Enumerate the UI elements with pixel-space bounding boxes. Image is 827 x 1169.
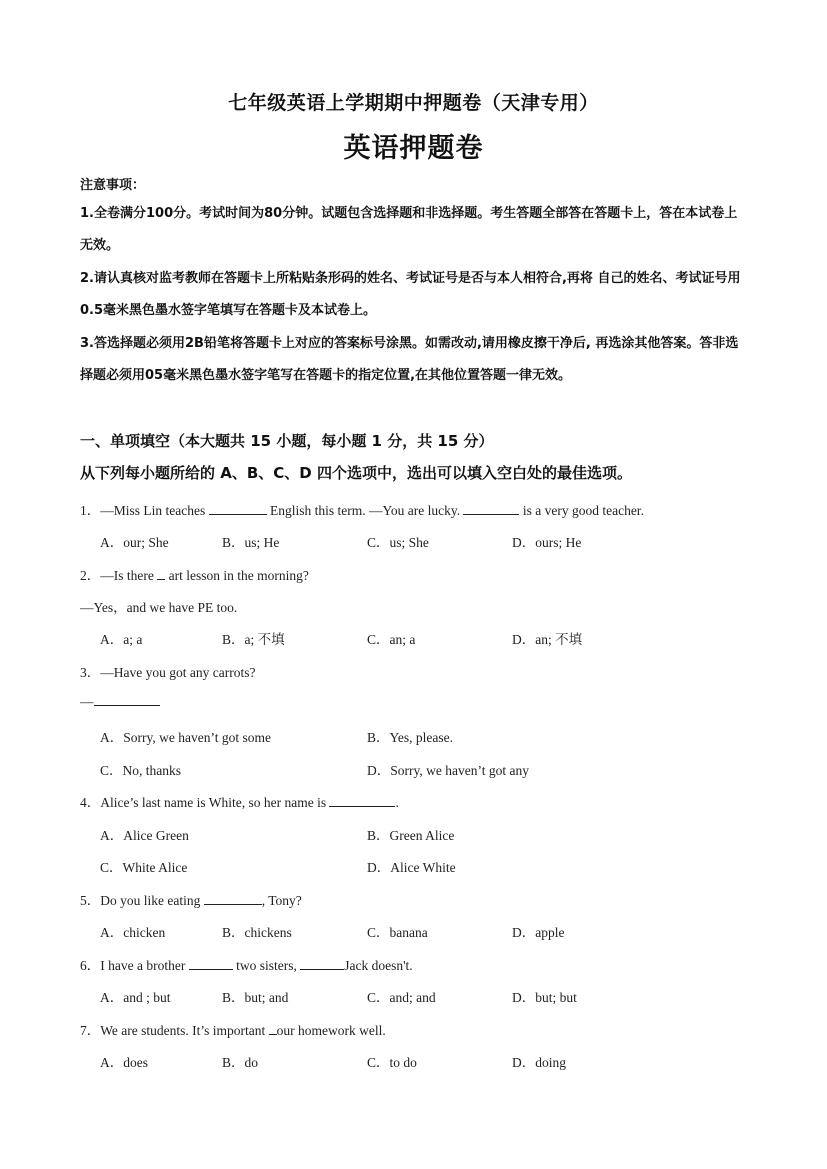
option-d: D．Sorry, we haven’t got any: [367, 763, 529, 778]
question-text: our homework well.: [276, 1023, 386, 1038]
question-text: English this term. —You are lucky.: [266, 503, 464, 518]
question-4: [80, 791, 399, 811]
notice-item-2: 2.请认真核对监考教师在答题卡上所粘贴条形码的姓名、考试证号是否与本人相符合,再将 自己的姓名、考试证号用0.5毫米黑色墨水签字笔填写在答题卡及本试卷上。: [80, 271, 741, 318]
option-b: B．Yes, please.: [367, 730, 454, 745]
question-text: —Yes，and we have: [80, 600, 198, 615]
option-c: C．and; and: [367, 990, 436, 1005]
question-text: 6．I have a brother: [80, 958, 189, 973]
option-a: A．Sorry, we haven’t got some: [100, 730, 271, 745]
notice-item-3: 3.答选择题必须用2B铅笔将答题卡上对应的答案标号涂黑。如需改动,请用橡皮擦干净后, 再选涂其他答案。答非选择题必须用05毫米黑色墨水签字笔写在答题卡的指定位置,在其他位置答题一律无效。: [80, 336, 739, 383]
option-a: A．chicken: [100, 925, 166, 940]
question-text: is a very good teacher.: [519, 503, 644, 518]
question-2-reply: [80, 596, 237, 616]
option-d: D．Alice White: [367, 860, 456, 875]
question-text: art lesson in the morning?: [165, 568, 309, 583]
option-a: A．does: [100, 1055, 148, 1070]
option-a: A．a; a: [100, 632, 143, 647]
option-b: B．chickens: [222, 925, 292, 940]
section-title: 一、单项填空（本大题共 15 小题，每小题 1 分，共 15 分）: [80, 432, 494, 450]
option-c: C．us; She: [367, 535, 429, 550]
option-c: C．an; a: [367, 632, 416, 647]
question-5: [80, 889, 302, 909]
option-d: D．an; 不填: [512, 632, 583, 647]
option-b: B．a; 不填: [222, 632, 285, 647]
question-7: [80, 1019, 386, 1039]
option-c: C．No, thanks: [100, 763, 181, 778]
exam-title: 七年级英语上学期期中押题卷（天津专用）: [228, 92, 599, 114]
option-b: B．Green Alice: [367, 828, 455, 843]
answer-blank: [269, 1022, 277, 1035]
option-a: A．and ; but: [100, 990, 171, 1005]
option-b: B．but; and: [222, 990, 289, 1005]
answer-blank: [300, 957, 344, 970]
answer-blank: [94, 693, 160, 706]
question-text: 7．We are students. It’s important: [80, 1023, 269, 1038]
notice-item-1: 1.全卷满分100分。考试时间为80分钟。试题包含选择题和非选择题。考生答题全部答在答题卡上，答在本试卷上无效。: [80, 206, 738, 253]
answer-blank: [329, 794, 395, 807]
option-d: D．ours; He: [512, 535, 582, 550]
question-text: 5．Do you like eating: [80, 893, 204, 908]
question-text: 1．—Miss Lin teaches: [80, 503, 209, 518]
option-a: A．Alice Green: [100, 828, 189, 843]
exam-subtitle: 英语押题卷: [343, 133, 484, 164]
question-3-reply: [80, 693, 160, 710]
option-b: B．us; He: [222, 535, 280, 550]
question-1: [80, 499, 644, 519]
question-text: —: [80, 694, 94, 709]
answer-blank: [463, 502, 519, 515]
option-c: C．banana: [367, 925, 428, 940]
notice-heading: 注意事项：: [80, 178, 146, 193]
question-text: PE too.: [197, 600, 238, 615]
option-b: B．do: [222, 1055, 259, 1070]
section-instruction: 从下列每小题所给的 A、B、C、D 四个选项中，选出可以填入空白处的最佳选项。: [80, 464, 632, 482]
question-6: [80, 954, 413, 974]
option-d: D．doing: [512, 1055, 566, 1070]
question-text: two sisters,: [232, 958, 301, 973]
question-3: 3．—Have you got any carrots?: [80, 665, 256, 680]
option-c: C．to do: [367, 1055, 417, 1070]
option-a: A．our; She: [100, 535, 169, 550]
question-text: .: [395, 795, 399, 810]
option-c: C．White Alice: [100, 860, 188, 875]
answer-blank: [189, 957, 233, 970]
question-text: 4．Alice’s last name is White, so her name is: [80, 795, 330, 810]
question-text: 2．—Is there: [80, 568, 158, 583]
answer-blank: [209, 502, 267, 515]
question-text: , Tony?: [261, 893, 302, 908]
question-2: [80, 564, 309, 584]
option-d: D．apple: [512, 925, 565, 940]
question-text: Jack doesn't.: [344, 958, 413, 973]
answer-blank: [204, 892, 262, 905]
option-d: D．but; but: [512, 990, 577, 1005]
